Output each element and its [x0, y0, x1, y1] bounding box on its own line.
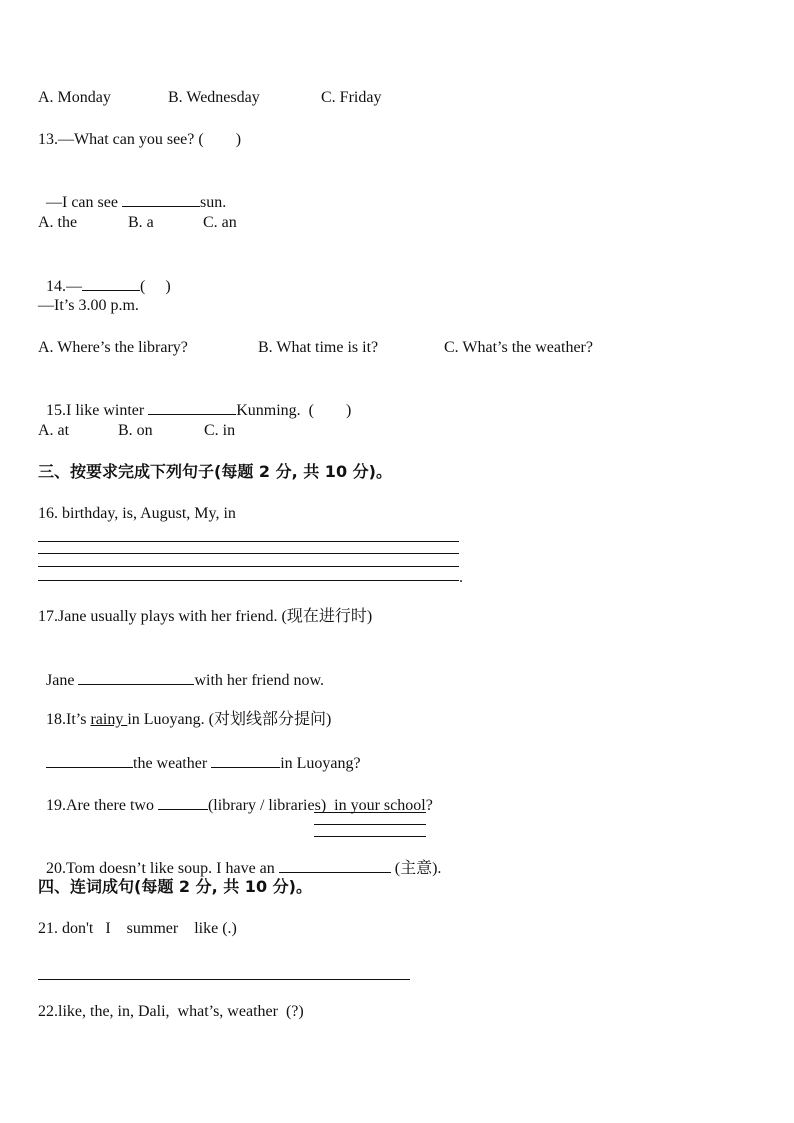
q21-prompt: 21. don't I summer like (.) [38, 920, 237, 937]
q17-blank [78, 669, 194, 685]
q14-question [38, 255, 171, 297]
q16-answer-line-2 [38, 553, 459, 554]
q20-prompt [38, 837, 441, 879]
q18-prompt-pre: 18.It’s [46, 711, 91, 728]
q13-option-a: A. the [38, 214, 78, 231]
q13-blank [122, 191, 200, 207]
q14-option-c: C. What’s the weather? [444, 339, 593, 356]
q18-prompt-post: in Luoyang. (对划线部分提问) [127, 711, 332, 728]
q13-question: 13.—What can you see? ( ) [38, 131, 242, 148]
q17-answer-pre: Jane [46, 672, 79, 689]
q14-option-a: A. Where’s the library? [38, 339, 188, 356]
q13-option-c: C. an [203, 214, 237, 231]
q13-answer-post: sun. [199, 194, 227, 211]
q16-answer-line-4 [38, 580, 459, 581]
q18-blank-1 [46, 752, 133, 768]
q13-answer-pre: —I can see [46, 194, 122, 211]
q12-option-c: C. Friday [321, 89, 382, 106]
q18-prompt [38, 690, 331, 730]
q15-question [38, 379, 351, 421]
q18-answer [38, 732, 361, 774]
q14-question-pre: 14.— [46, 278, 82, 295]
q19-prompt-pre: 19.Are there two [46, 797, 158, 814]
q20-answer-line-2 [314, 824, 426, 825]
section-3-heading: 三、按要求完成下列句子(每题 2 分, 共 10 分)。 [38, 462, 392, 481]
q16-prompt: 16. birthday, is, August, My, in [38, 505, 236, 522]
q17-answer [38, 649, 324, 691]
q18-answer-mid: the weather [133, 755, 212, 772]
q16-answer-line-3 [38, 566, 459, 567]
q14-question-post: ( ) [140, 278, 171, 295]
q19-prompt [38, 774, 433, 816]
q17-answer-post: with her friend now. [194, 672, 325, 689]
q12-option-b: B. Wednesday [168, 89, 260, 106]
q15-option-b: B. on [118, 422, 153, 439]
q19-prompt-post: (library / libraries) in your school? [207, 797, 433, 814]
q18-blank-2 [211, 752, 280, 768]
q15-blank [148, 399, 236, 415]
q14-blank [82, 275, 140, 291]
q12-option-a: A. Monday [38, 89, 111, 106]
q13-answer [38, 171, 226, 213]
q20-answer-line-1 [314, 812, 426, 813]
q20-prompt-pre: 20.Tom doesn’t like soup. I have an [46, 860, 279, 877]
q17-prompt: 17.Jane usually plays with her friend. (现在进行时) [38, 608, 373, 625]
q15-option-a: A. at [38, 422, 70, 439]
q18-underlined-word: rainy [90, 711, 128, 728]
q15-question-post: Kunming. ( ) [236, 402, 352, 419]
q14-answer: —It’s 3.00 p.m. [38, 297, 139, 314]
q20-prompt-post: (主意). [390, 860, 442, 877]
q15-option-c: C. in [204, 422, 236, 439]
q15-question-pre: 15.I like winter [46, 402, 149, 419]
q18-answer-post: in Luoyang? [280, 755, 361, 772]
q16-answer-line-1 [38, 541, 459, 542]
q22-prompt: 22.like, the, in, Dali, what’s, weather (?) [38, 1003, 304, 1020]
q19-blank [158, 794, 208, 810]
q14-option-b: B. What time is it? [258, 339, 379, 356]
q13-option-b: B. a [128, 214, 154, 231]
q21-answer-line [38, 979, 410, 980]
q16-end-mark: . [459, 569, 463, 586]
section-4-heading: 四、连词成句(每题 2 分, 共 10 分)。 [38, 877, 312, 896]
q20-blank [279, 857, 391, 873]
